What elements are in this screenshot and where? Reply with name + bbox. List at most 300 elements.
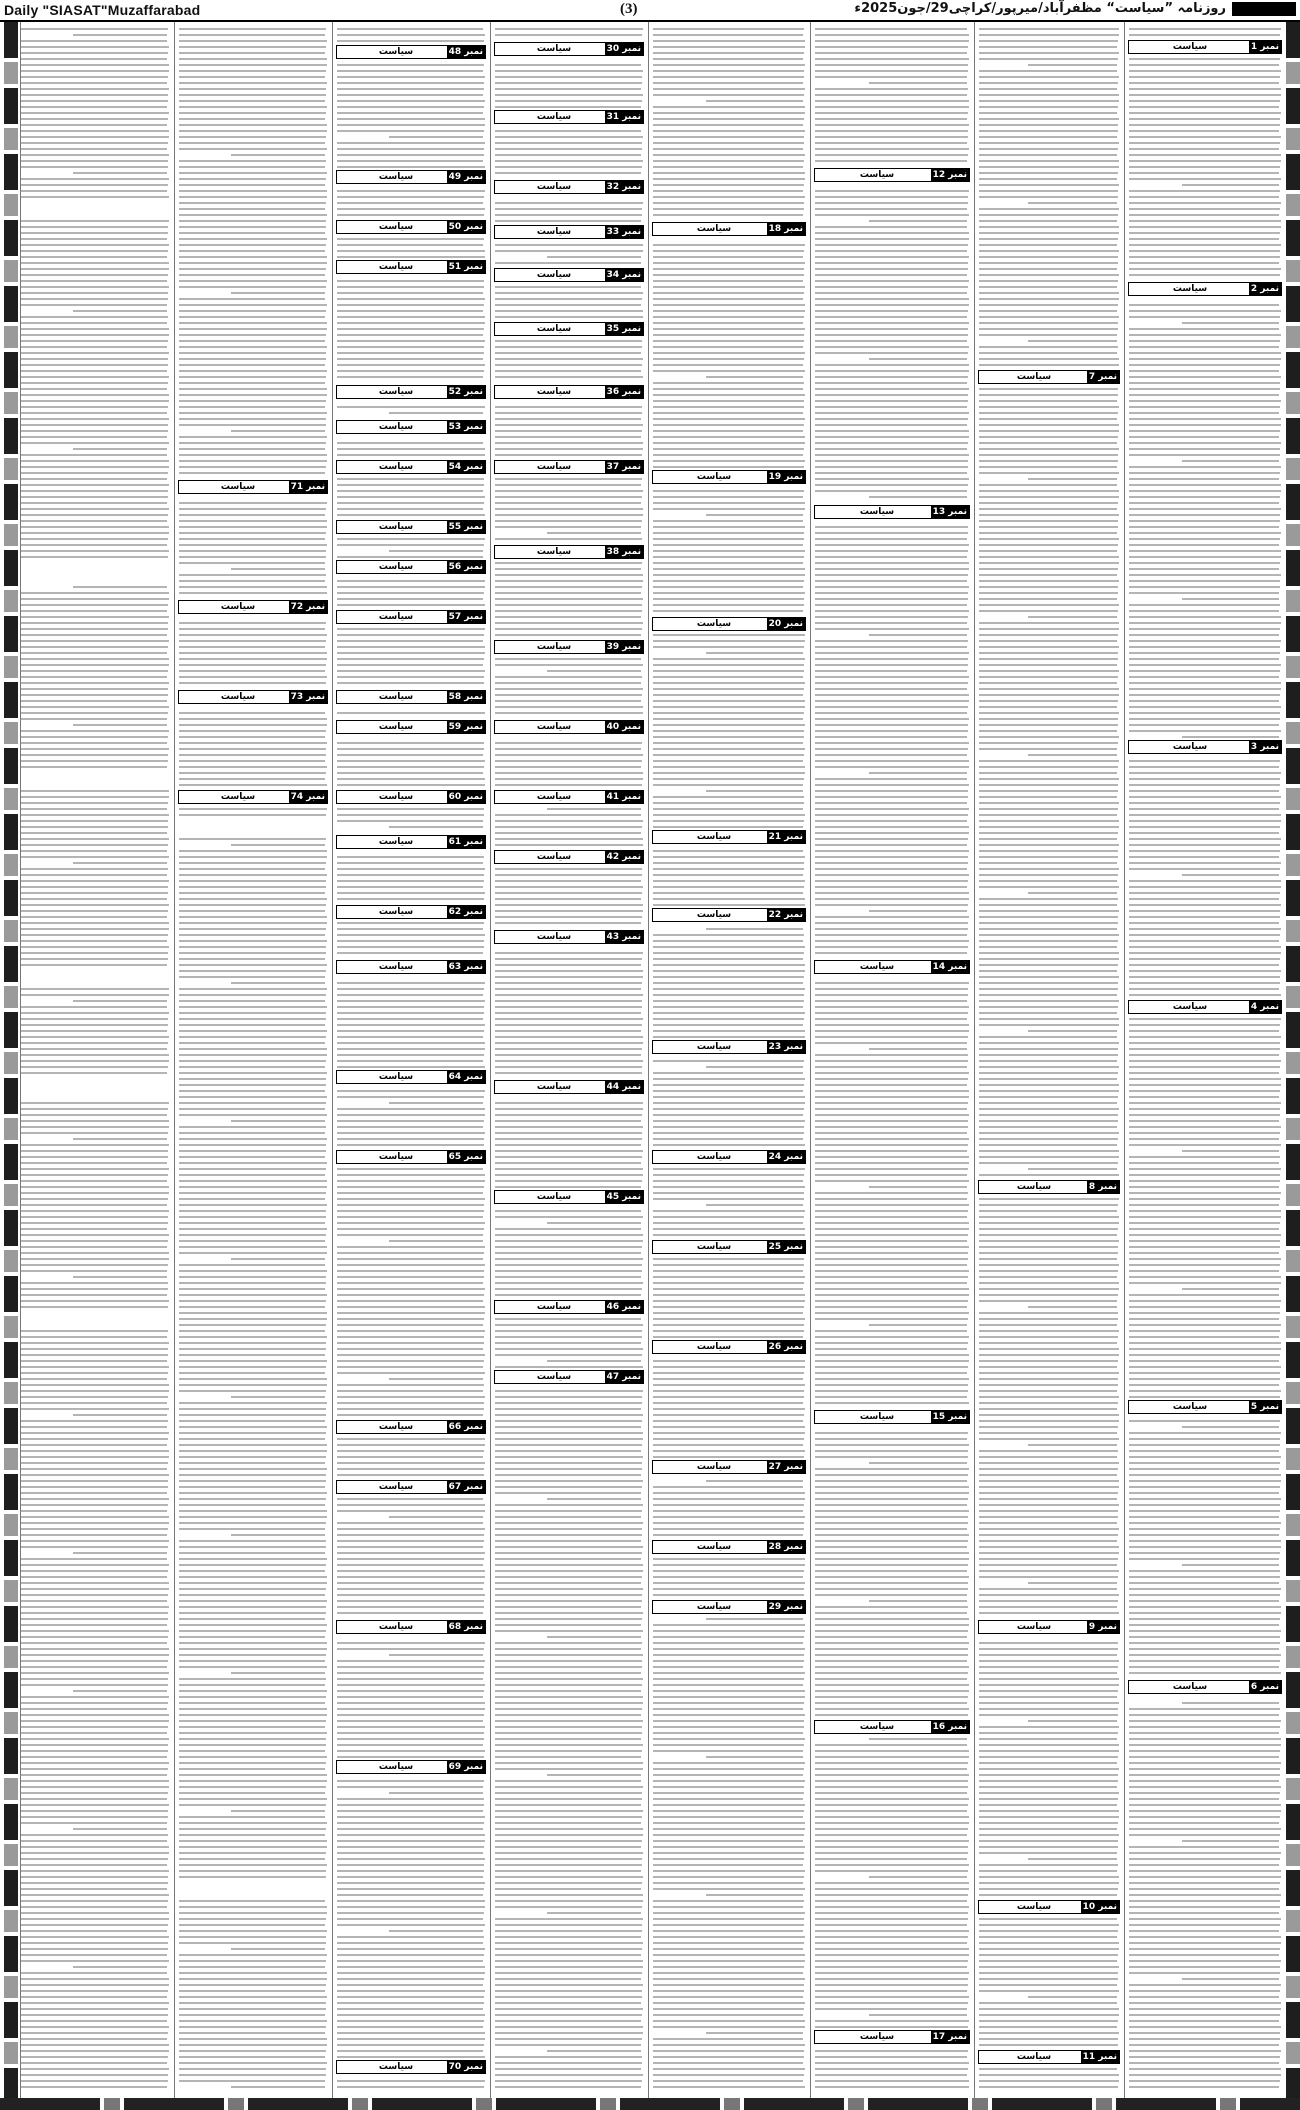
text-line (337, 670, 485, 672)
text-line (979, 2044, 1118, 2046)
text-line (815, 1618, 969, 1620)
text-line (1129, 2008, 1281, 2010)
text-line (495, 1756, 641, 1758)
text-line (653, 1690, 805, 1692)
text-line (1129, 1174, 1280, 1176)
text-line (979, 226, 1119, 228)
text-line (815, 2002, 968, 2004)
item-title: سیاست (536, 1302, 572, 1312)
text-line (495, 1738, 641, 1740)
text-line (495, 1474, 641, 1476)
text-line (21, 112, 169, 114)
text-line (179, 2068, 326, 2070)
text-line (1028, 892, 1117, 894)
text-line (495, 1846, 641, 1848)
text-line (815, 598, 968, 600)
text-line (179, 424, 326, 426)
text-line (653, 244, 805, 246)
text-line (179, 1402, 327, 1404)
text-line (653, 1018, 804, 1020)
text-line (21, 1342, 169, 1344)
text-line (653, 1420, 803, 1422)
text-line (337, 1468, 484, 1470)
text-line (337, 1588, 483, 1590)
text-line (231, 982, 326, 984)
text-line (337, 148, 484, 150)
text-line (179, 886, 326, 888)
text-line (1129, 1372, 1280, 1374)
text-line (815, 706, 968, 708)
text-line (21, 460, 169, 462)
text-line (979, 412, 1118, 414)
text-line (1129, 616, 1281, 618)
text-line (547, 1912, 642, 1914)
text-line (21, 178, 169, 180)
text-line (653, 1990, 804, 1992)
text-line (495, 1954, 641, 1956)
text-line (653, 970, 805, 972)
text-line (21, 2068, 169, 2070)
text-line (653, 1684, 803, 1686)
text-line (179, 1876, 326, 1878)
text-line (815, 796, 968, 798)
text-line (653, 550, 805, 552)
text-line (21, 340, 168, 342)
text-line (979, 1960, 1117, 1962)
text-line (653, 1576, 803, 1578)
text-line (495, 772, 643, 774)
text-line (179, 1690, 327, 1692)
text-line (1129, 130, 1279, 132)
text-line (979, 634, 1118, 636)
text-line (653, 1930, 803, 1932)
text-line (179, 1642, 327, 1644)
text-line (179, 1378, 327, 1380)
text-line (1129, 1486, 1280, 1488)
text-line (21, 358, 168, 360)
text-line (815, 2008, 967, 2010)
text-line (337, 1912, 484, 1914)
text-line (495, 424, 643, 426)
text-line (337, 1864, 484, 1866)
text-line (979, 610, 1118, 612)
text-line (653, 208, 804, 210)
text-line (337, 154, 484, 156)
text-line (179, 766, 327, 768)
text-line (815, 1384, 968, 1386)
text-line (1129, 1606, 1281, 1608)
item-number: نمبر 7 (1088, 372, 1117, 382)
text-line (653, 700, 805, 702)
text-line (815, 262, 968, 264)
text-line (179, 1072, 327, 1074)
text-line (21, 1780, 169, 1782)
text-line (179, 382, 325, 384)
text-line (1129, 2038, 1280, 2040)
item-number: نمبر 45 (606, 1192, 641, 1202)
item-number: نمبر 55 (448, 522, 483, 532)
text-line (653, 1330, 804, 1332)
text-line (653, 718, 803, 720)
text-line (21, 190, 167, 192)
text-line (21, 2062, 167, 2064)
text-line (1129, 352, 1281, 354)
text-line (495, 442, 643, 444)
text-line (337, 814, 484, 816)
text-line (73, 34, 168, 36)
text-line (495, 1768, 643, 1770)
item-title: سیاست (220, 482, 256, 492)
text-line (1129, 142, 1280, 144)
text-line (179, 880, 326, 882)
text-line (179, 142, 325, 144)
text-line (337, 604, 485, 606)
text-line (337, 1330, 485, 1332)
text-line (495, 1678, 643, 1680)
text-line (495, 1762, 643, 1764)
text-line (495, 1546, 643, 1548)
text-line (979, 250, 1119, 252)
item-number: نمبر 61 (448, 837, 483, 847)
text-line (179, 1036, 326, 1038)
text-line (179, 1768, 325, 1770)
text-line (815, 994, 968, 996)
text-line (179, 1426, 327, 1428)
text-line (979, 970, 1117, 972)
text-line (653, 1222, 803, 1224)
item-number: نمبر 49 (448, 172, 483, 182)
text-line (21, 406, 168, 408)
text-line (21, 1258, 169, 1260)
text-line (706, 514, 803, 516)
text-line (653, 1120, 805, 1122)
text-line (653, 1438, 804, 1440)
text-line (337, 1222, 485, 1224)
text-line (21, 892, 168, 894)
text-line (21, 736, 168, 738)
text-line (653, 358, 804, 360)
text-line (653, 952, 804, 954)
text-line (653, 1024, 803, 1026)
text-line (179, 562, 325, 564)
text-line (337, 1918, 483, 1920)
text-line (179, 586, 327, 588)
text-line (979, 520, 1118, 522)
text-line (495, 2002, 641, 2004)
text-line (337, 1672, 484, 1674)
text-line (73, 1966, 168, 1968)
text-line (815, 1756, 969, 1758)
item-title: سیاست (536, 932, 572, 942)
text-line (815, 556, 967, 558)
text-line (653, 1060, 804, 1062)
text-line (1129, 1828, 1281, 1830)
text-line (979, 1066, 1119, 1068)
text-line (815, 2068, 968, 2070)
text-line (389, 1930, 484, 1932)
text-line (21, 694, 168, 696)
text-line (1129, 1186, 1279, 1188)
text-line (337, 1522, 483, 1524)
text-line (337, 1180, 485, 1182)
text-line (21, 958, 168, 960)
text-line (337, 1264, 485, 1266)
text-line (979, 886, 1119, 888)
item-number: نمبر 74 (290, 792, 325, 802)
text-line (73, 1552, 168, 1554)
text-line (979, 826, 1119, 828)
text-line (495, 2008, 643, 2010)
text-line (1129, 850, 1280, 852)
text-line (179, 640, 326, 642)
text-line (979, 328, 1118, 330)
text-line (337, 1246, 485, 1248)
text-line (1129, 760, 1280, 762)
text-line (979, 28, 1119, 30)
text-line (653, 1762, 805, 1764)
text-line (1129, 1948, 1280, 1950)
text-line (21, 850, 167, 852)
text-line (1129, 1954, 1279, 1956)
text-line (179, 286, 326, 288)
text-line (815, 1534, 969, 1536)
text-line (337, 166, 485, 168)
text-line (815, 1084, 967, 1086)
text-line (706, 1894, 803, 1896)
item-title: سیاست (696, 1602, 732, 1612)
item-title: سیاست (1172, 742, 1208, 752)
text-line (653, 802, 804, 804)
text-line (653, 544, 803, 546)
text-line (1129, 724, 1279, 726)
text-line (815, 880, 968, 882)
text-line (815, 844, 967, 846)
text-line (179, 1246, 327, 1248)
text-line (1129, 604, 1280, 606)
text-line (653, 1750, 803, 1752)
text-line (337, 928, 483, 930)
item-header (978, 1900, 1120, 1914)
text-line (1129, 1294, 1279, 1296)
text-line (979, 1318, 1118, 1320)
text-line (21, 910, 168, 912)
text-line (21, 76, 168, 78)
text-line (979, 1492, 1118, 1494)
text-line (1028, 1858, 1117, 1860)
text-line (815, 100, 969, 102)
text-line (337, 1042, 485, 1044)
text-line (1129, 1714, 1279, 1716)
text-line (21, 964, 167, 966)
text-line (1129, 1576, 1280, 1578)
text-line (21, 280, 167, 282)
text-line (815, 1978, 968, 1980)
text-line (979, 1786, 1117, 1788)
item-header (494, 460, 644, 474)
item-number: نمبر 28 (768, 1542, 803, 1552)
text-line (231, 1810, 326, 1812)
text-line (21, 814, 169, 816)
text-line (21, 856, 169, 858)
text-line (495, 1174, 643, 1176)
text-line (979, 1270, 1118, 1272)
text-line (979, 238, 1118, 240)
text-line (1129, 1990, 1280, 1992)
text-line (179, 1654, 326, 1656)
text-line (495, 1630, 643, 1632)
text-line (815, 196, 968, 198)
text-line (815, 1024, 969, 1026)
text-line (815, 244, 968, 246)
text-line (979, 1390, 1117, 1392)
text-line (495, 154, 641, 156)
text-line (979, 472, 1119, 474)
text-line (21, 196, 169, 198)
text-line (21, 298, 168, 300)
text-line (1129, 640, 1281, 642)
text-line (337, 142, 485, 144)
text-line (653, 34, 803, 36)
text-line (21, 2020, 167, 2022)
text-line (179, 2074, 326, 2076)
text-line (21, 2014, 168, 2016)
text-line (179, 1912, 327, 1914)
text-line (337, 214, 484, 216)
text-line (653, 592, 805, 594)
text-line (21, 1558, 167, 1560)
text-line (1129, 1396, 1280, 1398)
text-line (815, 592, 968, 594)
text-line (179, 1162, 327, 1164)
text-line (653, 1666, 803, 1668)
text-line (21, 1624, 167, 1626)
item-header (494, 42, 644, 56)
text-line (1129, 484, 1281, 486)
text-line (21, 1408, 169, 1410)
text-line (21, 1972, 167, 1974)
text-line (815, 1840, 969, 1842)
text-line (337, 1366, 483, 1368)
text-line (337, 1090, 485, 1092)
text-line (1129, 250, 1280, 252)
text-line (337, 1408, 484, 1410)
text-line (979, 1942, 1119, 1944)
text-line (337, 946, 484, 948)
text-line (979, 1516, 1118, 1518)
text-line (179, 1780, 327, 1782)
text-line (653, 52, 804, 54)
text-line (1129, 922, 1279, 924)
text-line (179, 940, 327, 942)
text-line (653, 730, 804, 732)
text-line (979, 982, 1118, 984)
text-line (495, 2020, 641, 2022)
text-line (1129, 424, 1281, 426)
item-title: سیاست (696, 1242, 732, 1252)
text-line (21, 1180, 167, 1182)
text-line (21, 1750, 168, 1752)
text-line (21, 250, 168, 252)
text-line (21, 106, 167, 108)
text-line (179, 1474, 326, 1476)
text-line (337, 1726, 485, 1728)
text-line (979, 130, 1118, 132)
text-line (21, 1882, 168, 1884)
text-line (1129, 700, 1279, 702)
text-line (179, 280, 327, 282)
text-line (1129, 538, 1280, 540)
column-rule (490, 22, 491, 2104)
text-line (1129, 430, 1280, 432)
text-line (337, 1096, 484, 1098)
text-line (337, 1186, 484, 1188)
text-line (979, 1480, 1119, 1482)
text-line (653, 1594, 804, 1596)
text-line (979, 1732, 1118, 1734)
text-line (979, 454, 1118, 456)
text-line (706, 652, 803, 654)
text-line (179, 1576, 327, 1578)
text-line (179, 1594, 325, 1596)
text-line (1129, 1444, 1280, 1446)
text-line (653, 994, 804, 996)
text-line (495, 1366, 643, 1368)
text-line (21, 760, 168, 762)
text-line (815, 412, 969, 414)
text-line (815, 340, 967, 342)
text-line (815, 1486, 969, 1488)
text-line (1129, 778, 1280, 780)
text-line (1129, 1654, 1281, 1656)
text-line (653, 430, 803, 432)
text-line (495, 1456, 643, 1458)
text-line (337, 538, 485, 540)
text-line (1129, 1342, 1281, 1344)
text-line (179, 460, 327, 462)
text-line (653, 1882, 803, 1884)
text-line (179, 1330, 325, 1332)
text-line (179, 364, 325, 366)
text-line (21, 1810, 168, 1812)
text-line (815, 832, 969, 834)
text-line (337, 1648, 484, 1650)
text-line (979, 1432, 1117, 1434)
text-line (495, 1186, 641, 1188)
text-line (815, 1036, 968, 1038)
text-line (21, 1678, 168, 1680)
text-line (815, 2074, 967, 2076)
text-line (979, 1918, 1117, 1920)
text-line (653, 826, 803, 828)
text-line (979, 994, 1117, 996)
text-line (1129, 1210, 1281, 1212)
text-line (815, 1786, 968, 1788)
text-line (653, 106, 805, 108)
text-line (1129, 784, 1280, 786)
text-line (1129, 370, 1279, 372)
text-line (337, 766, 484, 768)
text-line (815, 724, 968, 726)
text-line (979, 1498, 1117, 1500)
item-title: سیاست (536, 324, 572, 334)
text-line (179, 1024, 325, 1026)
text-line (979, 640, 1117, 642)
text-line (179, 1984, 326, 1986)
text-line (653, 1732, 803, 1734)
item-title: سیاست (378, 837, 414, 847)
text-line (1028, 1030, 1117, 1032)
text-line (337, 1108, 485, 1110)
